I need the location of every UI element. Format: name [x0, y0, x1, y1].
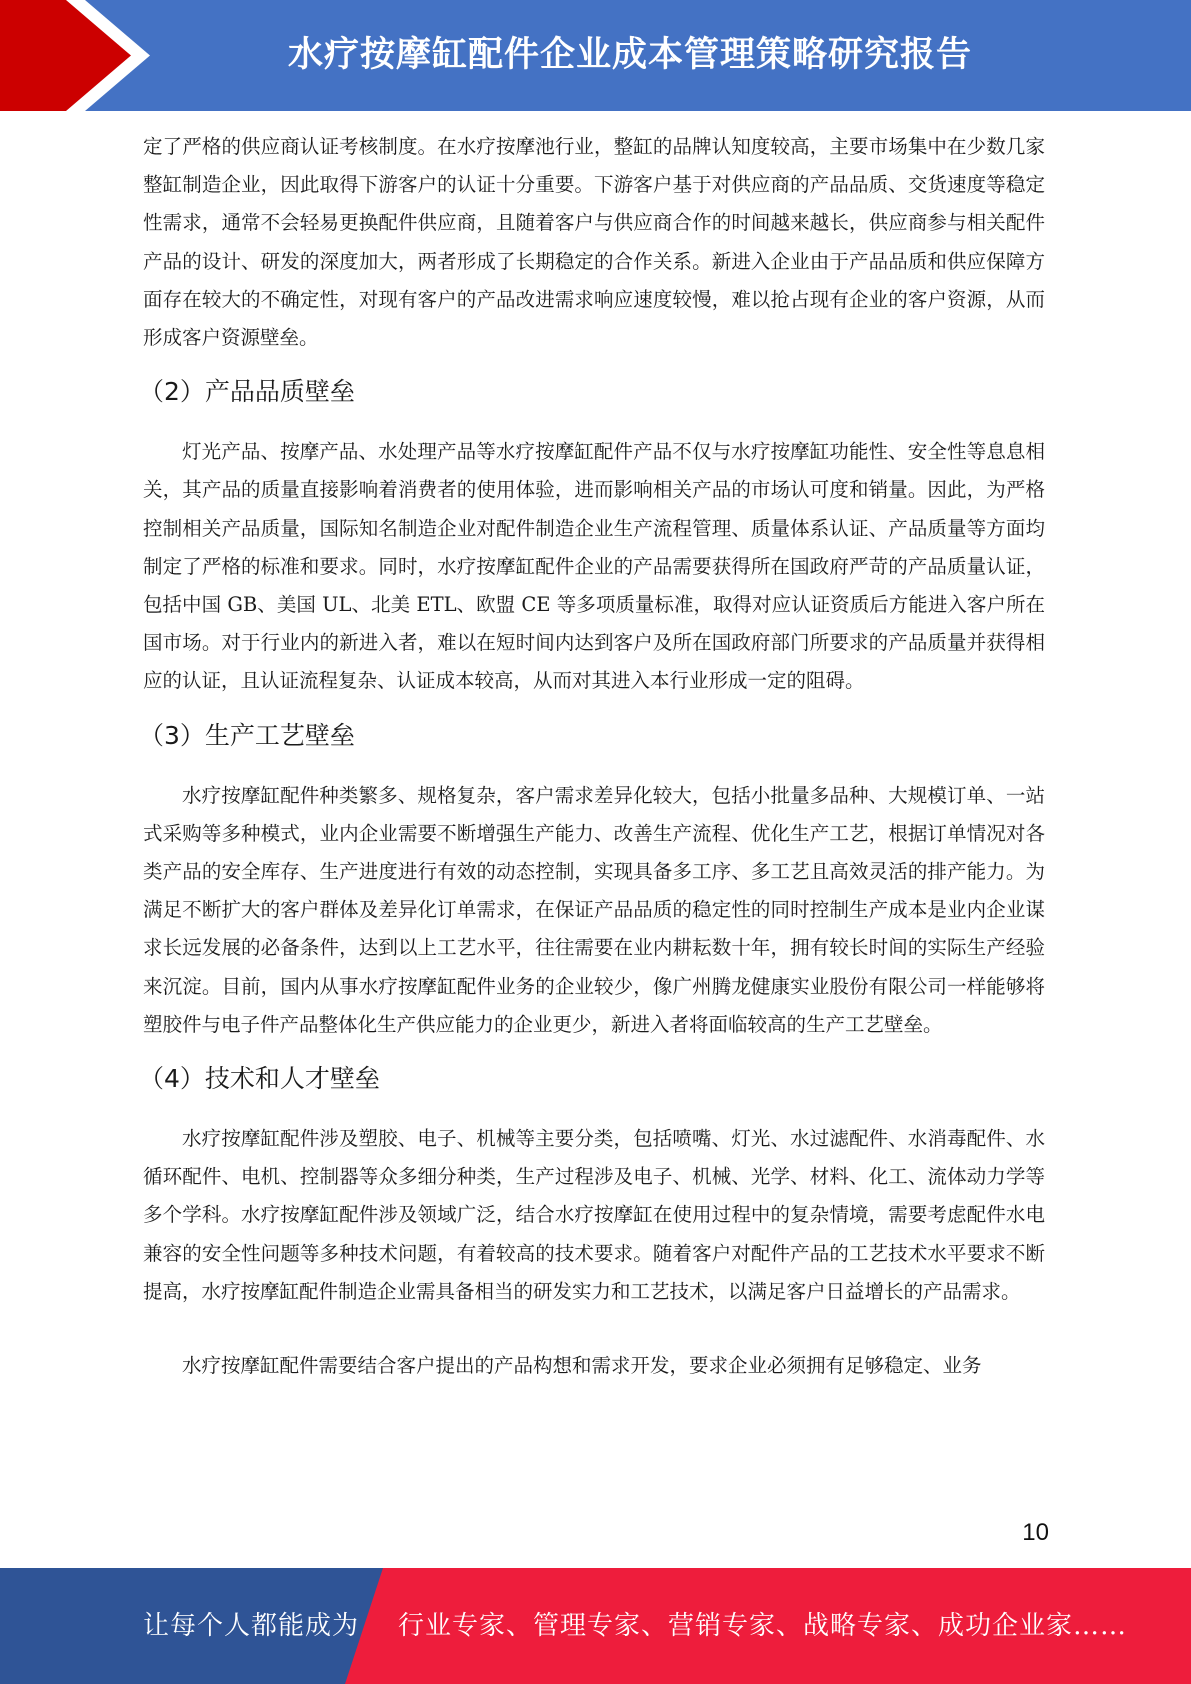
header-chevron-decoration	[0, 0, 160, 111]
section-heading-tech-talent: （4）技术和人才壁垒	[139, 1064, 380, 1094]
paragraph-continued: 定了严格的供应商认证考核制度。在水疗按摩池行业，整缸的品牌认知度较高，主要市场集中在少数几家整缸制造企业，因此取得下游客户的认证十分重要。下游客户基于对供应商的产品品质、交货速度等稳定性需求，通常不会轻易更换配件供应商，且随着客户与供应商合作的时间越来越长，供应商参与相关配件产品的设计、研发的深度加大，两者形成了长期稳定的合作关系。新进入企业由于产品品质和供应保障方面存在较大的不确定性，对现有客户的产品改进需求响应速度较慢，难以抢占现有企业的客户资源，从而形成客户资源壁垒。	[143, 135, 1045, 350]
footer-slogan-right: 行业专家、管理专家、营销专家、战略专家、成功企业家……	[398, 1611, 1128, 1641]
paragraph-tech-talent-1: 水疗按摩缸配件涉及塑胶、电子、机械等主要分类，包括喷嘴、灯光、水过滤配件、水消毒配件、水循环配件、电机、控制器等众多细分种类，生产过程涉及电子、机械、光学、材料、化工、流体动力学等多个学科。水疗按摩缸配件涉及领域广泛，结合水疗按摩缸在使用过程中的复杂情境，需要考虑配件水电兼容的安全性问题等多种技术问题，有着较高的技术要求。随着客户对配件产品的工艺技术水平要求不断提高，水疗按摩缸配件制造企业需具备相当的研发实力和工艺技术，以满足客户日益增长的产品需求。	[143, 1127, 1045, 1303]
paragraph-production-process: 水疗按摩缸配件种类繁多、规格复杂，客户需求差异化较大，包括小批量多品种、大规模订单、一站式采购等多种模式，业内企业需要不断增强生产能力、改善生产流程、优化生产工艺，根据订单情况对各类产品的安全库存、生产进度进行有效的动态控制，实现具备多工序、多工艺且高效灵活的排产能力。为满足不断扩大的客户群体及差异化订单需求，在保证产品品质的稳定性的同时控制生产成本是业内企业谋求长远发展的必备条件，达到以上工艺水平，往往需要在业内耕耘数十年，拥有较长时间的实际生产经验来沉淀。目前，国内从事水疗按摩缸配件业务的企业较少，像广州腾龙健康实业股份有限公司一样能够将塑胶件与电子件产品整体化生产供应能力的企业更少，新进入者将面临较高的生产工艺壁垒。	[143, 783, 1045, 1036]
footer-slogan-left: 让每个人都能成为	[143, 1611, 360, 1641]
page-number: 10	[1022, 1519, 1049, 1546]
section-heading-product-quality: （2）产品品质壁垒	[139, 377, 355, 407]
section-heading-production-process: （3）生产工艺壁垒	[139, 720, 355, 750]
chevron-red-fill	[0, 0, 131, 111]
report-title: 水疗按摩缸配件企业成本管理策略研究报告	[287, 35, 972, 75]
paragraph-product-quality: 灯光产品、按摩产品、水处理产品等水疗按摩缸配件产品不仅与水疗按摩缸功能性、安全性等息息相关，其产品的质量直接影响着消费者的使用体验，进而影响相关产品的市场认可度和销量。因此，为严格控制相关产品质量，国际知名制造企业对配件制造企业生产流程管理、质量体系认证、产品质量等方面均制定了严格的标准和要求。同时，水疗按摩缸配件企业的产品需要获得所在国政府严苛的产品质量认证，包括中国 GB、美国 UL、北美 ETL、欧盟 CE 等多项质量标准，取得对应认证资质后方能进入客户所在国市场。对于行业内的新进入者，难以在短时间内达到客户及所在国政府部门所要求的产品质量并获得相应的认证，且认证流程复杂、认证成本较高，从而对其进入本行业形成一定的阻碍。	[143, 440, 1045, 693]
footer-band	[0, 1568, 1191, 1684]
document-body	[139, 128, 1045, 1385]
header-band	[0, 0, 1191, 111]
paragraph-tech-talent-2: 水疗按摩缸配件需要结合客户提出的产品构想和需求开发，要求企业必须拥有足够稳定、业务	[182, 1354, 982, 1378]
